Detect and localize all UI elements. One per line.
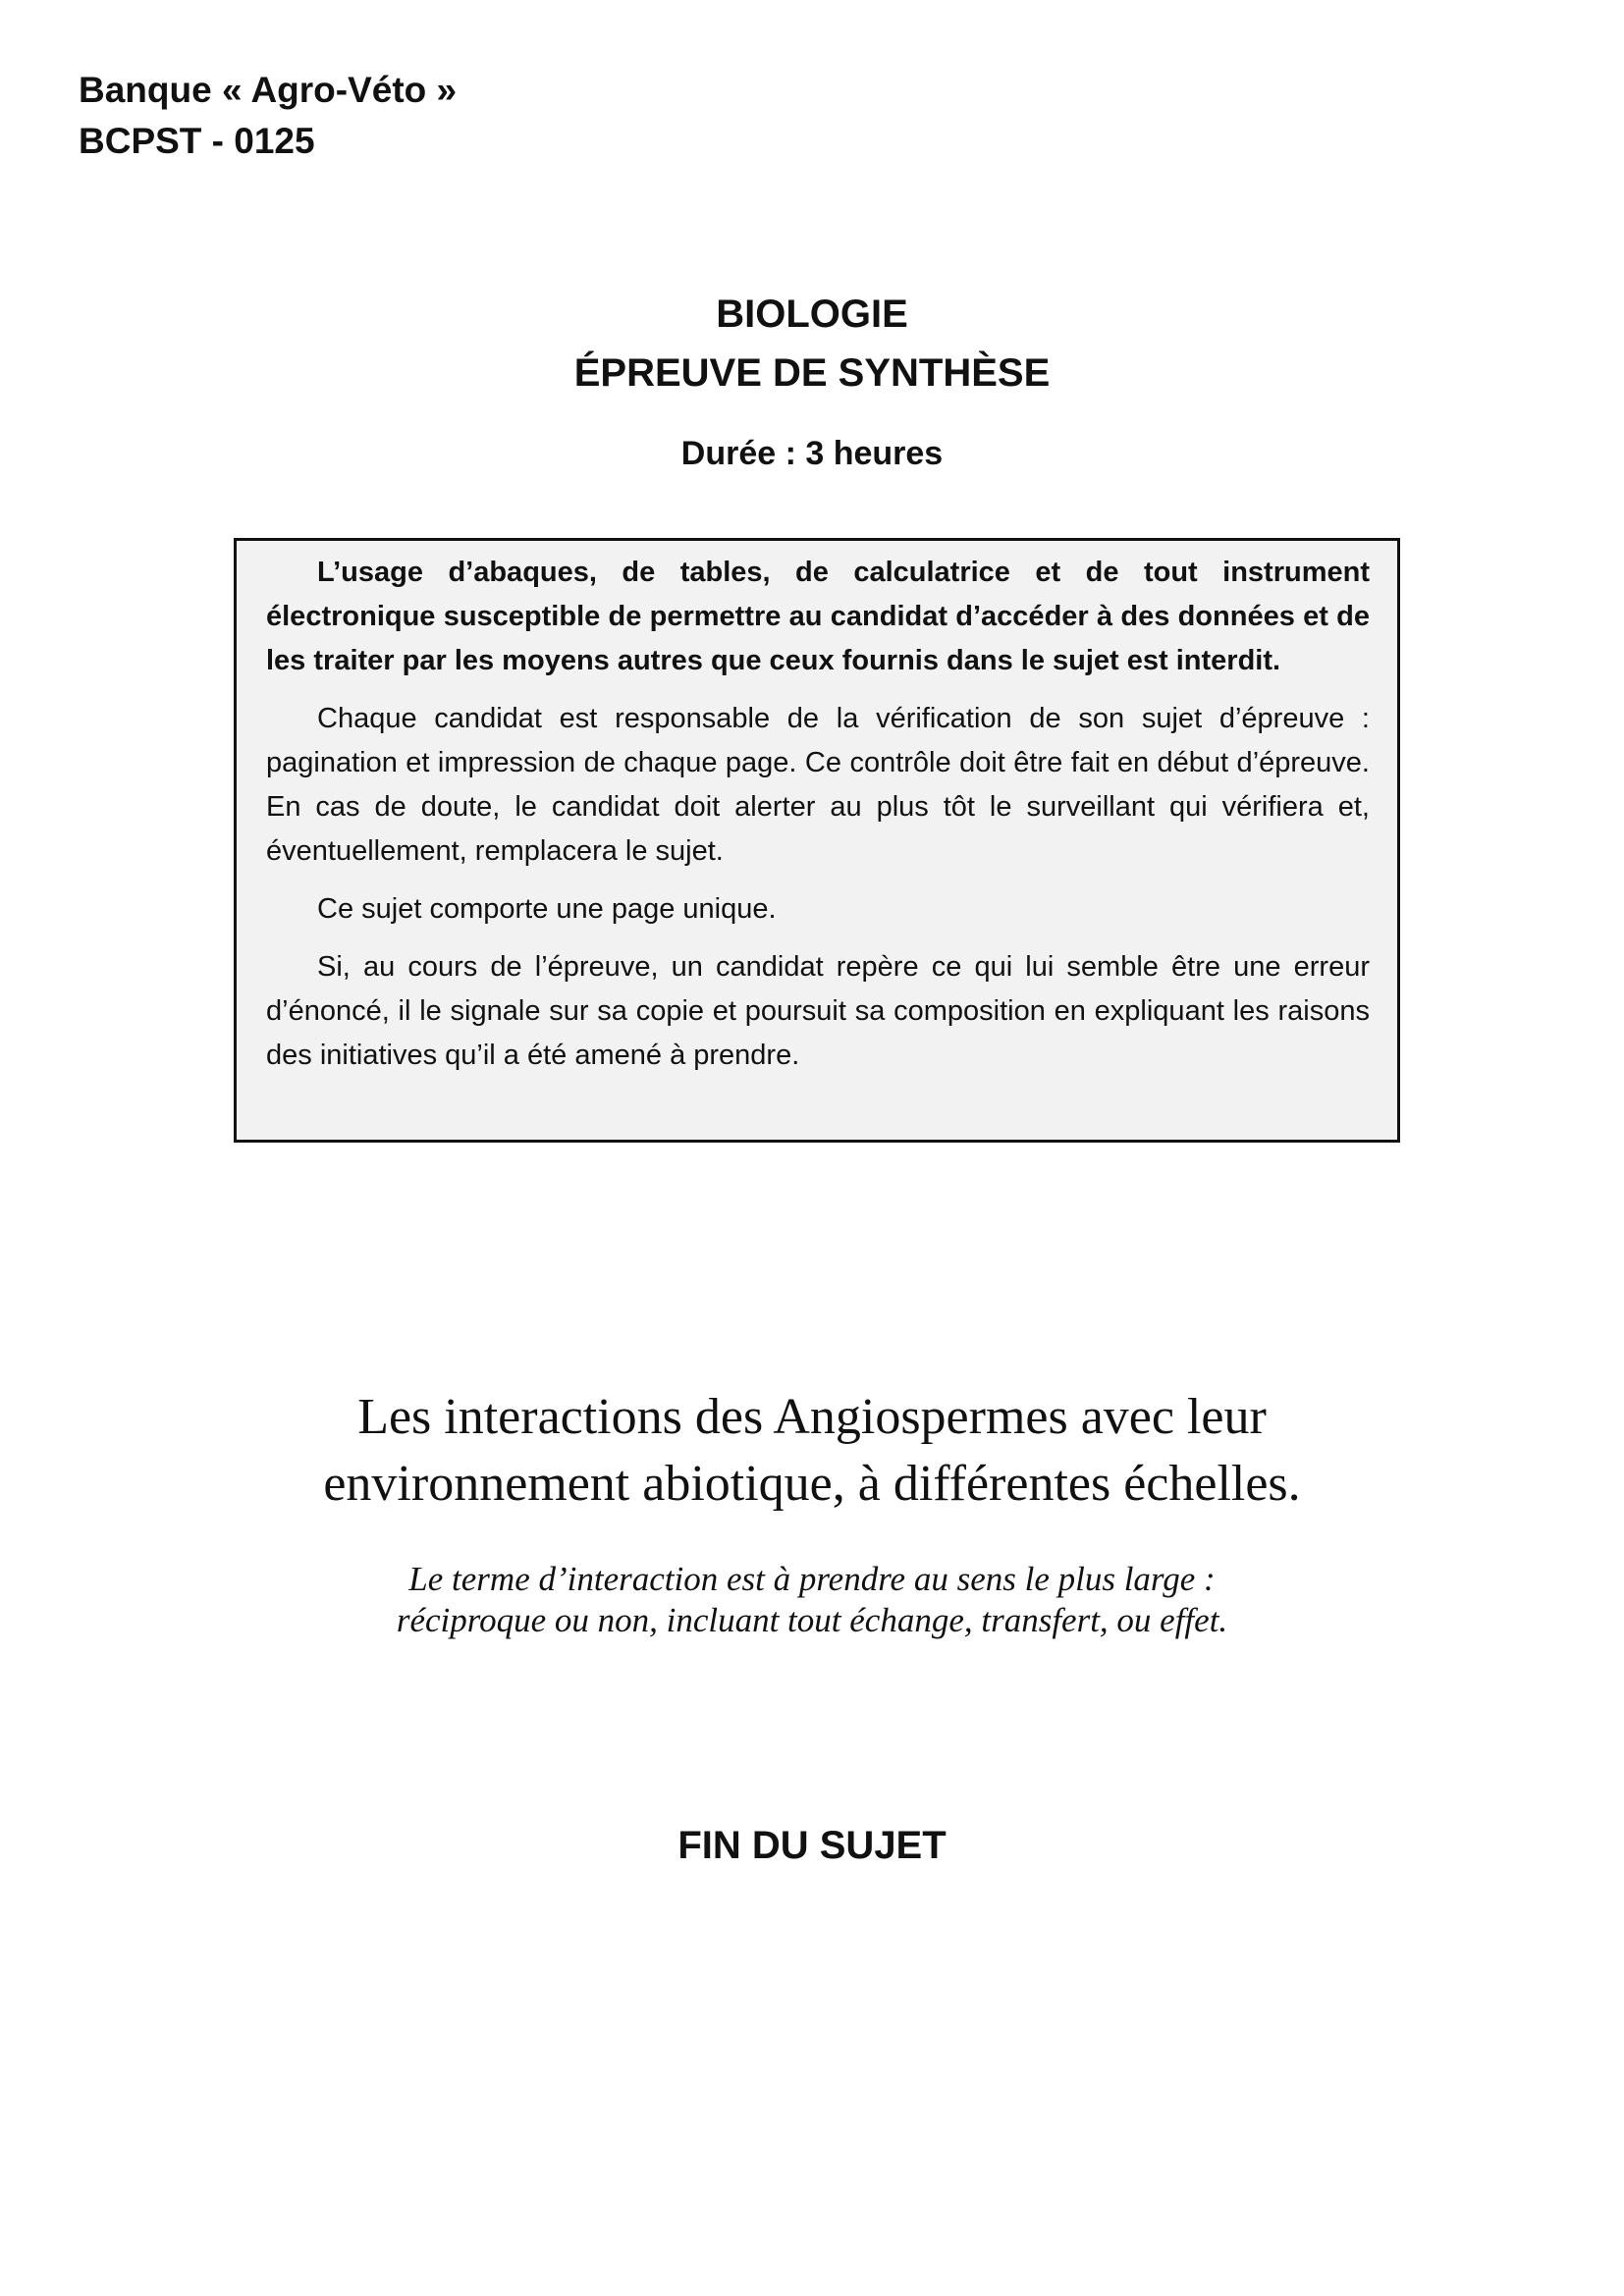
exam-bank-label: Banque « Agro-Véto » bbox=[79, 70, 458, 110]
exam-header bbox=[79, 65, 457, 167]
instruction-page-count: Ce sujet comporte une page unique. bbox=[317, 893, 777, 925]
end-of-subject: FIN DU SUJET bbox=[677, 1824, 947, 1867]
instructions-box bbox=[234, 538, 1400, 1143]
subject-title: BIOLOGIE bbox=[716, 293, 908, 336]
exam-duration: Durée : 3 heures bbox=[680, 435, 944, 472]
exam-code-label: BCPST - 0125 bbox=[79, 121, 315, 161]
instruction-calculator-ban: L’usage d’abaques, de tables, de calculatrice et de tout instrument électronique susceptible de permettre au candidat d’accéder à des données et de les traiter par les moyens autres que ceux fournis dans le sujet est interdit. bbox=[266, 557, 1370, 676]
essay-note-line-2: réciproque ou non, incluant tout échange, transfert, ou effet. bbox=[396, 1601, 1228, 1639]
essay-subject-line-1: Les interactions des Angiospermes avec leur bbox=[357, 1389, 1267, 1445]
instruction-verification: Chaque candidat est responsable de la vérification de son sujet d’épreuve : pagination et impression de chaque page. Ce contrôle doit être fait en début d’épreuve. En cas de doute, le candidat doit alerter au plus tôt le surveillant qui vérifiera et, éventuellement, remplacera le sujet. bbox=[266, 703, 1370, 867]
essay-subject bbox=[0, 1384, 1624, 1518]
essay-subject-note bbox=[0, 1559, 1624, 1641]
exam-type-title: ÉPREUVE DE SYNTHÈSE bbox=[573, 351, 1051, 395]
exam-title-block bbox=[0, 285, 1624, 477]
essay-note-line-1: Le terme d’interaction est à prendre au sens le plus large : bbox=[408, 1560, 1216, 1598]
essay-subject-line-2: environnement abiotique, à différentes échelles. bbox=[323, 1456, 1301, 1512]
instruction-error-report: Si, au cours de l’épreuve, un candidat repère ce qui lui semble être une erreur d’énoncé, il le signale sur sa copie et poursuit sa composition en expliquant les raisons des initiatives qu’il a été amené à prendre. bbox=[266, 951, 1370, 1071]
